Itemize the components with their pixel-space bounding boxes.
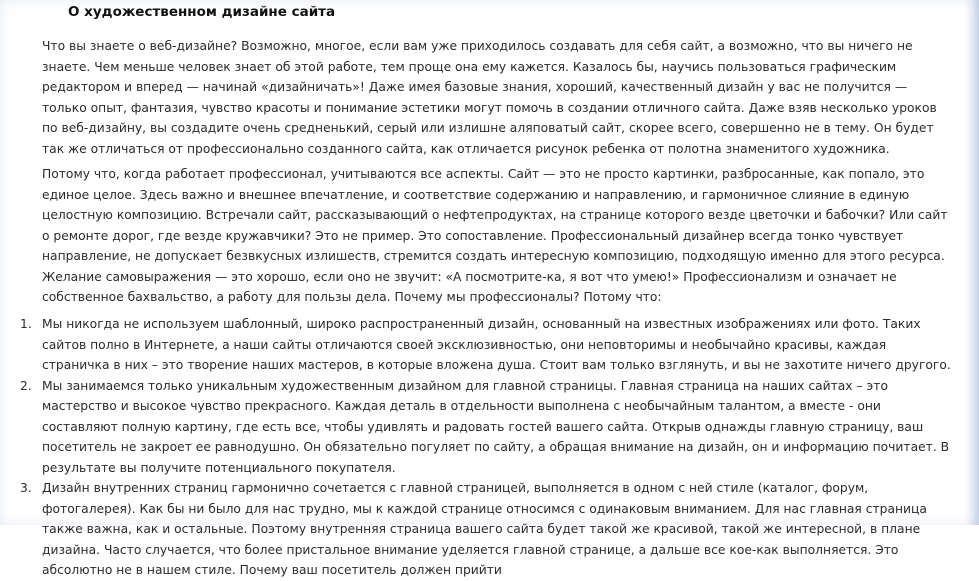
- list-item-number: 2.: [20, 378, 32, 393]
- list-item-text: Мы никогда не используем шаблонный, широко распространенный дизайн, основанный на известных изображениях или фото. Таких сайтов полно в Интернете, а наши сайты отличаются своей эксклюзивностью, они неповторимы и необычайно красивы, каждая страничка в них – это творение наших мастеров, в которые вложена душа. Стоит вам только взглянуть, и вы не захотите ничего другого.: [42, 317, 951, 372]
- list-item-number: 1.: [20, 317, 32, 331]
- list-item-number: 3.: [20, 481, 32, 495]
- reasons-list: [0, 314, 979, 581]
- list-item-text: Дизайн внутренних страниц гармонично сочетается с главной страницей, выполняется в одном с ней стиле (каталог, форум, фотогалерея). Как бы ни было для нас трудно, мы к каждой странице относимся с одинаковым вниманием. Для нас главная страница также важна, как и остальные. Поэтому внутренняя страница вашего сайта будет такой же красивой, такой же интересной, в плане дизайна. Часто случается, что более пристальное внимание уделяется главной странице, а дальше все кое-как выполняется. Это абсолютно не в нашем стиле. Почему ваш посетитель должен прийти: [42, 481, 927, 577]
- list-item: [0, 376, 952, 479]
- professional-paragraph: Потому что, когда работает профессионал, учитываются все аспекты. Сайт — это не просто картинки, разбросанные, как попало, это единое целое. Здесь важно и внешнее впечатление, и соответствие содержанию и направлению, и гармоничное слияние в единую целостную композицию. Встречали сайт, рассказывающий о нефтепродуктах, на странице которого везде цветочки и бабочки? Или сайт о ремонте дорог, где везде кружавчики? Это не пример. Это сопоставление. Профессиональный дизайнер всегда тонко чувствует направление, не допускает безвкусных излишеств, стремится создать интересную композицию, подходящую именно для этого ресурса. Желание самовыражения — это хорошо, если оно не звучит: «А посмотрите-ка, я вот что умею!» Профессионализм и означает не собственное бахвальство, а работу для пользы дела. Почему мы профессионалы? Потому что:: [42, 167, 948, 304]
- page-title: О художественном дизайне сайта: [68, 4, 336, 20]
- intro-paragraph: Что вы знаете о веб-дизайне? Возможно, многое, если вам уже приходилось создавать для себя сайт, а возможно, что вы ничего не знаете. Чем меньше человек знает об этой работе, тем проще она ему кажется. Казалось бы, научись пользоваться графическим редактором и вперед — начинай «дизайничать»! Даже имея базовые знания, хороший, качественный дизайн у вас не получится — только опыт, фантазия, чувство красоты и понимание эстетики могут помочь в создании отличного сайта. Даже взяв несколько уроков по веб-дизайну, вы создадите очень средненький, серый или излишне аляповатый сайт, скорее всего, совершенно не в тему. Он будет так же отличаться от профессионально созданного сайта, как отличается рисунок ребенка от полотна знаменитого художника.: [42, 39, 937, 156]
- list-item: [0, 314, 952, 376]
- list-item: [0, 478, 952, 581]
- list-item-text: Мы занимаемся только уникальным художественным дизайном для главной страницы. Главная страница на наших сайтах – это мастерство и высокое чувство прекрасного. Каждая деталь в отдельности выполнена с необычайным талантом, а вместе - они составляют полную картину, где есть все, чтобы удивлять и радовать гостей вашего сайта. Открыв однажды главную страницу, ваш посетитель не закроет ее равнодушно. Он обязательно погуляет по сайту, а обращая внимание на дизайн, он и информацию почитает. В результате вы получите потенциального покупателя.: [42, 378, 950, 475]
